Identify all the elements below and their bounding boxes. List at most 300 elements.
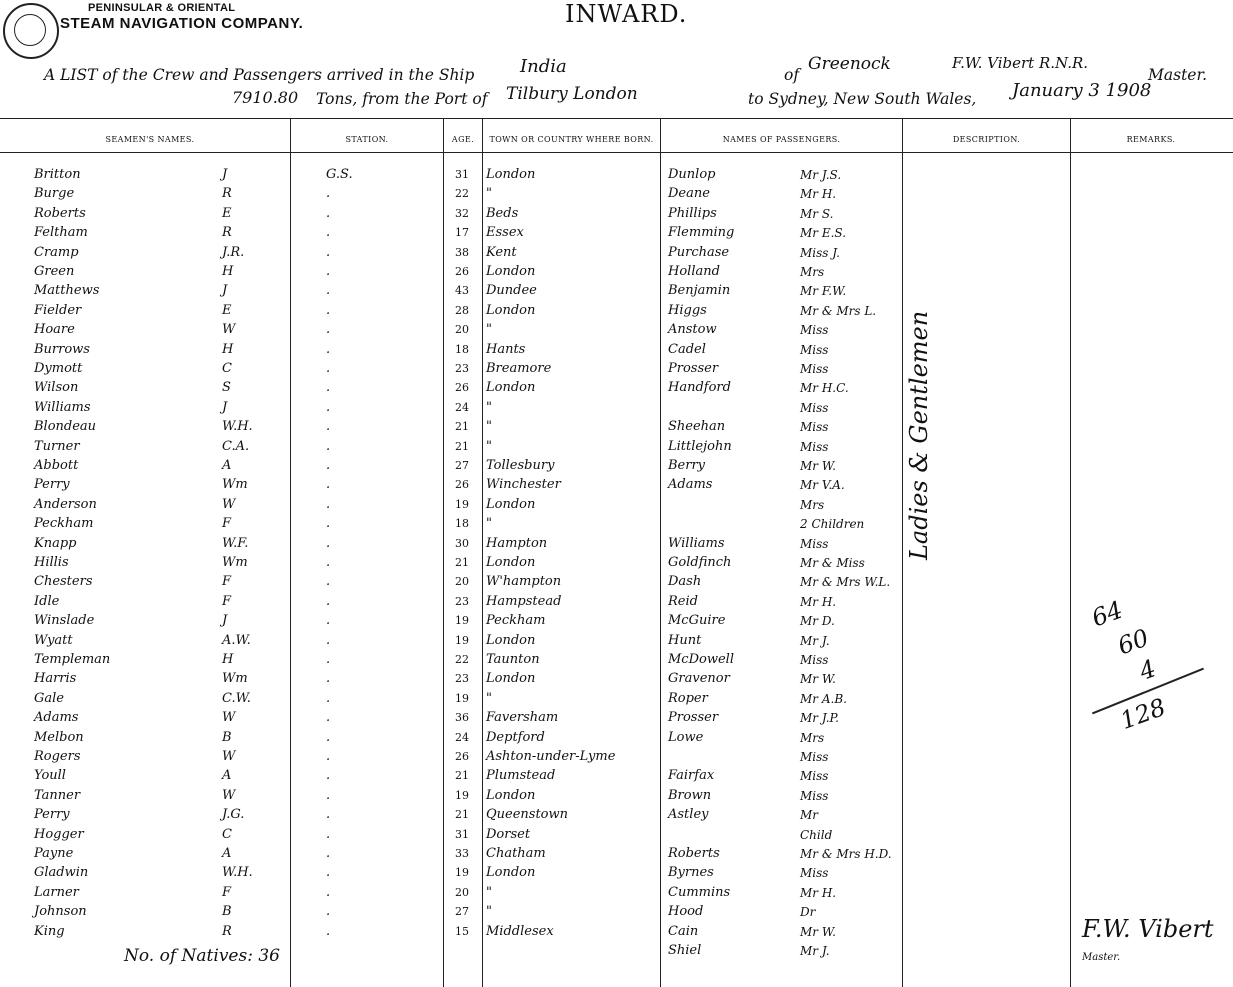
column-header-passengers: NAMES OF PASSENGERS. (722, 135, 841, 144)
seaman-station: . (326, 380, 331, 395)
seaman-surname: Cramp (34, 245, 79, 260)
seaman-birthplace: Taunton (486, 652, 540, 667)
seaman-age: 18 (455, 517, 469, 530)
seaman-station: . (326, 691, 331, 706)
seaman-surname: Roberts (34, 206, 86, 221)
seaman-station: . (326, 574, 331, 589)
passenger-surname: Flemming (668, 225, 735, 240)
seaman-surname: Williams (34, 400, 91, 415)
passenger-title: Mr W. (800, 672, 836, 686)
remarks-tally-60: 60 (1114, 623, 1153, 661)
seaman-station: . (326, 419, 331, 434)
seaman-surname: Gale (34, 691, 64, 706)
seaman-age: 17 (455, 226, 469, 239)
seaman-surname: Melbon (34, 730, 84, 745)
seaman-initial: H (222, 342, 234, 357)
seaman-initial: E (222, 303, 232, 318)
passenger-title: Mr J. (800, 634, 830, 648)
seaman-surname: Burge (34, 186, 75, 201)
seaman-birthplace: Essex (486, 225, 524, 240)
passenger-surname: Dunlop (668, 167, 716, 182)
tonnage: 7910.80 (232, 88, 299, 107)
seaman-age: 43 (455, 284, 469, 297)
seaman-initial: C.W. (222, 691, 251, 706)
seaman-age: 21 (455, 440, 469, 453)
to-label: to Sydney, New South Wales, (748, 90, 977, 108)
seaman-initial: A (222, 768, 232, 783)
passenger-surname: Deane (668, 186, 710, 201)
seaman-birthplace: Kent (486, 245, 517, 260)
seaman-age: 23 (455, 362, 469, 375)
table-header-rule (0, 152, 1233, 153)
column-header-description: DESCRIPTION. (952, 135, 1021, 144)
seaman-birthplace: W'hampton (486, 574, 562, 589)
seaman-surname: Burrows (34, 342, 90, 357)
seaman-station: . (326, 865, 331, 880)
seaman-age: 33 (455, 847, 469, 860)
seaman-station: . (326, 458, 331, 473)
company-seal-stamp (3, 3, 59, 59)
seaman-initial: W.H. (222, 865, 253, 880)
seaman-initial: Wm (222, 555, 248, 570)
seaman-initial: R (222, 186, 232, 201)
seaman-surname: Perry (34, 477, 70, 492)
seaman-age: 18 (455, 343, 469, 356)
seaman-initial: S (222, 380, 231, 395)
passenger-title: Mr H.C. (800, 381, 849, 395)
seaman-station: . (326, 788, 331, 803)
seaman-initial: A.W. (222, 633, 251, 648)
seaman-surname: Gladwin (34, 865, 89, 880)
passenger-surname: Cummins (668, 885, 731, 900)
seaman-age: 27 (455, 905, 469, 918)
natives-count-note: No. of Natives: 36 (124, 946, 280, 966)
seaman-birthplace: " (486, 186, 492, 201)
seaman-station: . (326, 322, 331, 337)
passenger-surname: Goldfinch (668, 555, 732, 570)
list-prefix: A LIST of the Crew and Passengers arrived in the Ship (44, 66, 475, 84)
seaman-initial: J.G. (222, 807, 245, 822)
column-divider (902, 118, 903, 987)
passenger-surname: Hood (668, 904, 704, 919)
seaman-surname: Wyatt (34, 633, 73, 648)
seaman-age: 23 (455, 595, 469, 608)
passenger-title: Miss (800, 343, 829, 357)
passenger-surname: Handford (668, 380, 731, 395)
passenger-surname: Dash (668, 574, 702, 589)
seaman-surname: Wilson (34, 380, 79, 395)
seaman-surname: Blondeau (34, 419, 97, 434)
seaman-station: . (326, 439, 331, 454)
seaman-birthplace: Plumstead (486, 768, 556, 783)
seaman-birthplace: Tollesbury (486, 458, 555, 473)
column-divider (660, 118, 661, 987)
passenger-title: Miss (800, 750, 829, 764)
seaman-station: . (326, 807, 331, 822)
seaman-station: . (326, 613, 331, 628)
passenger-surname: Cadel (668, 342, 706, 357)
seaman-age: 24 (455, 731, 469, 744)
seaman-surname: Hoare (34, 322, 75, 337)
passenger-title: Mr & Mrs W.L. (800, 575, 891, 589)
seaman-station: . (326, 477, 331, 492)
of-label: of (784, 66, 800, 84)
passenger-title: Mr A.B. (800, 692, 847, 706)
passenger-title: Miss (800, 440, 829, 454)
seaman-initial: H (222, 652, 234, 667)
seaman-surname: Templeman (34, 652, 111, 667)
passenger-surname: Astley (668, 807, 709, 822)
seaman-age: 21 (455, 556, 469, 569)
seaman-birthplace: London (486, 497, 536, 512)
seaman-age: 22 (455, 653, 469, 666)
seaman-birthplace: " (486, 400, 492, 415)
seaman-surname: Knapp (34, 536, 77, 551)
passenger-surname: Roberts (668, 846, 720, 861)
passenger-surname: Phillips (668, 206, 717, 221)
seaman-initial: F (222, 574, 232, 589)
seaman-birthplace: Hants (486, 342, 526, 357)
seaman-initial: F (222, 594, 232, 609)
ship-name: India (520, 56, 567, 77)
remarks-tally-64: 64 (1088, 595, 1127, 633)
seaman-surname: Hogger (34, 827, 84, 842)
column-divider (290, 118, 291, 987)
seaman-age: 19 (455, 498, 469, 511)
seaman-initial: F (222, 516, 232, 531)
seaman-initial: W (222, 749, 236, 764)
passenger-title: Mrs (800, 498, 825, 512)
passenger-surname: Berry (668, 458, 706, 473)
seaman-birthplace: " (486, 516, 492, 531)
column-header-station: STATION. (345, 135, 389, 144)
seaman-surname: Chesters (34, 574, 93, 589)
passenger-title: Mr F.W. (800, 284, 847, 298)
seaman-age: 32 (455, 207, 469, 220)
seaman-birthplace: London (486, 264, 536, 279)
passenger-title: Mr (800, 808, 819, 822)
seaman-age: 19 (455, 866, 469, 879)
passenger-title: Mr & Mrs H.D. (800, 847, 892, 861)
seaman-birthplace: " (486, 322, 492, 337)
seaman-birthplace: Faversham (486, 710, 559, 725)
seaman-birthplace: Ashton-under-Lyme (486, 749, 616, 764)
seaman-station: . (326, 904, 331, 919)
seaman-surname: Perry (34, 807, 70, 822)
seaman-surname: Rogers (34, 749, 81, 764)
passenger-title: Mr J.P. (800, 711, 839, 725)
passenger-surname: Lowe (668, 730, 704, 745)
seaman-age: 36 (455, 711, 469, 724)
passenger-title: Mr D. (800, 614, 835, 628)
seaman-station: . (326, 516, 331, 531)
seaman-initial: R (222, 225, 232, 240)
seaman-age: 19 (455, 614, 469, 627)
company-name-line2: STEAM NAVIGATION COMPANY. (60, 15, 304, 32)
seaman-age: 31 (455, 828, 469, 841)
seaman-age: 28 (455, 304, 469, 317)
seaman-birthplace: Queenstown (486, 807, 569, 822)
seaman-initial: A (222, 458, 232, 473)
passenger-title: Miss J. (800, 246, 840, 260)
seaman-station: . (326, 710, 331, 725)
seaman-initial: J.R. (222, 245, 245, 260)
footer-master-label: Master. (1082, 952, 1121, 963)
passenger-surname: McDowell (668, 652, 734, 667)
seaman-station: . (326, 225, 331, 240)
seaman-surname: Peckham (34, 516, 94, 531)
seaman-initial: A (222, 846, 232, 861)
seaman-age: 20 (455, 575, 469, 588)
seaman-birthplace: London (486, 555, 536, 570)
seaman-station: G.S. (326, 167, 353, 182)
column-header-age: AGE. (451, 135, 475, 144)
passenger-surname: Higgs (668, 303, 707, 318)
seaman-station: . (326, 652, 331, 667)
seaman-birthplace: London (486, 633, 536, 648)
passenger-title: Miss (800, 537, 829, 551)
passenger-surname: Purchase (668, 245, 730, 260)
seaman-station: . (326, 342, 331, 357)
seaman-station: . (326, 186, 331, 201)
seaman-station: . (326, 768, 331, 783)
seaman-birthplace: Breamore (486, 361, 552, 376)
passenger-surname: Cain (668, 924, 699, 939)
seaman-age: 23 (455, 672, 469, 685)
seaman-initial: R (222, 924, 232, 939)
seaman-surname: Anderson (34, 497, 97, 512)
passenger-title: Miss (800, 789, 829, 803)
seaman-initial: B (222, 904, 232, 919)
seaman-age: 20 (455, 886, 469, 899)
seaman-station: . (326, 633, 331, 648)
seaman-age: 26 (455, 750, 469, 763)
passenger-title: Mr W. (800, 459, 836, 473)
seaman-birthplace: Dundee (486, 283, 537, 298)
seaman-age: 26 (455, 381, 469, 394)
seaman-initial: F (222, 885, 232, 900)
seaman-surname: Tanner (34, 788, 81, 803)
seaman-birthplace: " (486, 885, 492, 900)
passenger-surname: McGuire (668, 613, 726, 628)
seaman-station: . (326, 206, 331, 221)
passenger-surname: Anstow (668, 322, 717, 337)
passenger-title: Miss (800, 653, 829, 667)
column-divider (482, 118, 483, 987)
seaman-surname: Harris (34, 671, 77, 686)
seaman-initial: C (222, 827, 232, 842)
seaman-initial: B (222, 730, 232, 745)
seaman-birthplace: Hampstead (486, 594, 562, 609)
seaman-surname: Adams (34, 710, 79, 725)
seaman-surname: Winslade (34, 613, 95, 628)
master-signature: F.W. Vibert (1082, 915, 1214, 943)
seaman-birthplace: Chatham (486, 846, 546, 861)
seaman-age: 22 (455, 187, 469, 200)
passenger-surname: Gravenor (668, 671, 730, 686)
passenger-surname: Littlejohn (668, 439, 732, 454)
passenger-title: Child (800, 828, 833, 842)
passenger-surname: Prosser (668, 361, 719, 376)
seaman-surname: Matthews (34, 283, 100, 298)
column-header-seamen: SEAMEN'S NAMES. (105, 135, 195, 144)
seaman-station: . (326, 749, 331, 764)
from-port: Tilbury London (506, 84, 638, 104)
passenger-surname: Fairfax (668, 768, 715, 783)
passenger-surname: Brown (668, 788, 712, 803)
seaman-surname: Payne (34, 846, 74, 861)
passenger-surname: Benjamin (668, 283, 731, 298)
seaman-birthplace: London (486, 865, 536, 880)
seaman-surname: Youll (34, 768, 66, 783)
passenger-title: Mr W. (800, 925, 836, 939)
seaman-station: . (326, 885, 331, 900)
seaman-initial: W.F. (222, 536, 249, 551)
passenger-title: Mr & Mrs L. (800, 304, 877, 318)
passenger-surname: Roper (668, 691, 708, 706)
seaman-initial: Wm (222, 477, 248, 492)
passenger-title: Mr J. (800, 944, 830, 958)
remarks-tally-total: 128 (1116, 693, 1170, 735)
voyage-date: January 3 1908 (1012, 80, 1152, 101)
seaman-surname: Idle (34, 594, 60, 609)
seaman-birthplace: " (486, 419, 492, 434)
seaman-birthplace: " (486, 691, 492, 706)
seaman-station: . (326, 536, 331, 551)
seaman-initial: W (222, 497, 236, 512)
seaman-station: . (326, 846, 331, 861)
seaman-station: . (326, 730, 331, 745)
seaman-surname: Larner (34, 885, 79, 900)
seaman-birthplace: London (486, 380, 536, 395)
seaman-birthplace: Winchester (486, 477, 561, 492)
passenger-title: Miss (800, 323, 829, 337)
company-name-line1: PENINSULAR & ORIENTAL (88, 2, 236, 14)
seaman-initial: E (222, 206, 232, 221)
column-divider (443, 118, 444, 987)
seaman-birthplace: " (486, 439, 492, 454)
seaman-age: 31 (455, 168, 469, 181)
passenger-title: Miss (800, 401, 829, 415)
seaman-age: 38 (455, 246, 469, 259)
seaman-birthplace: " (486, 904, 492, 919)
seaman-station: . (326, 245, 331, 260)
tons-from-label: Tons, from the Port of (316, 90, 488, 108)
seaman-age: 26 (455, 265, 469, 278)
seaman-age: 19 (455, 789, 469, 802)
seaman-surname: Green (34, 264, 75, 279)
passenger-title: Mr S. (800, 207, 834, 221)
passenger-title: Mrs (800, 265, 825, 279)
seaman-initial: J (222, 613, 228, 628)
seaman-birthplace: Peckham (486, 613, 546, 628)
seaman-birthplace: Middlesex (486, 924, 554, 939)
column-divider (1070, 118, 1071, 987)
seaman-age: 21 (455, 420, 469, 433)
passenger-surname: Adams (668, 477, 713, 492)
seaman-birthplace: Deptford (486, 730, 545, 745)
seaman-surname: Hillis (34, 555, 69, 570)
passenger-title: Mrs (800, 731, 825, 745)
seaman-surname: Abbott (34, 458, 79, 473)
seaman-station: . (326, 924, 331, 939)
seaman-birthplace: London (486, 303, 536, 318)
seaman-age: 19 (455, 692, 469, 705)
passenger-title: Mr & Miss (800, 556, 865, 570)
seaman-station: . (326, 594, 331, 609)
passenger-title: Miss (800, 420, 829, 434)
seaman-station: . (326, 827, 331, 842)
seaman-surname: Britton (34, 167, 81, 182)
seaman-station: . (326, 303, 331, 318)
seaman-surname: Dymott (34, 361, 83, 376)
master-label: Master. (1148, 66, 1208, 84)
passenger-surname: Williams (668, 536, 725, 551)
passenger-title: Dr (800, 905, 816, 919)
seaman-initial: J (222, 400, 228, 415)
seaman-age: 24 (455, 401, 469, 414)
seaman-initial: J (222, 167, 228, 182)
seaman-birthplace: Dorset (486, 827, 531, 842)
description-ladies-gentlemen: Ladies & Gentlemen (905, 310, 933, 560)
seaman-initial: H (222, 264, 234, 279)
passenger-title: Miss (800, 769, 829, 783)
passenger-title: Mr H. (800, 886, 837, 900)
seaman-age: 27 (455, 459, 469, 472)
seaman-station: . (326, 671, 331, 686)
passenger-title: Miss (800, 866, 829, 880)
seaman-station: . (326, 555, 331, 570)
passenger-title: Mr V.A. (800, 478, 845, 492)
passenger-title: Mr E.S. (800, 226, 847, 240)
seaman-surname: King (34, 924, 65, 939)
passenger-surname: Shiel (668, 943, 702, 958)
seaman-age: 15 (455, 925, 469, 938)
seaman-station: . (326, 497, 331, 512)
seaman-birthplace: London (486, 167, 536, 182)
table-top-rule (0, 118, 1233, 119)
passenger-title: 2 Children (800, 517, 865, 531)
seaman-initial: W (222, 788, 236, 803)
seaman-initial: C (222, 361, 232, 376)
seaman-station: . (326, 264, 331, 279)
seaman-initial: J (222, 283, 228, 298)
seaman-age: 26 (455, 478, 469, 491)
seaman-birthplace: Hampton (486, 536, 548, 551)
seaman-station: . (326, 361, 331, 376)
passenger-surname: Reid (668, 594, 698, 609)
seaman-birthplace: London (486, 788, 536, 803)
seaman-age: 19 (455, 634, 469, 647)
seaman-initial: W (222, 322, 236, 337)
column-header-town: TOWN OR COUNTRY WHERE BORN. (489, 135, 654, 144)
passenger-title: Mr J.S. (800, 168, 842, 182)
seaman-initial: W (222, 710, 236, 725)
seaman-birthplace: London (486, 671, 536, 686)
seaman-birthplace: Beds (486, 206, 519, 221)
remarks-tally-4: 4 (1135, 654, 1160, 686)
seaman-surname: Turner (34, 439, 80, 454)
seaman-surname: Fielder (34, 303, 82, 318)
passenger-title: Mr H. (800, 595, 837, 609)
column-header-remarks: REMARKS. (1126, 135, 1176, 144)
seaman-initial: C.A. (222, 439, 250, 454)
passenger-title: Mr H. (800, 187, 837, 201)
passenger-surname: Hunt (668, 633, 702, 648)
passenger-surname: Prosser (668, 710, 719, 725)
seaman-initial: W.H. (222, 419, 253, 434)
master-name: F.W. Vibert R.N.R. (952, 54, 1089, 72)
